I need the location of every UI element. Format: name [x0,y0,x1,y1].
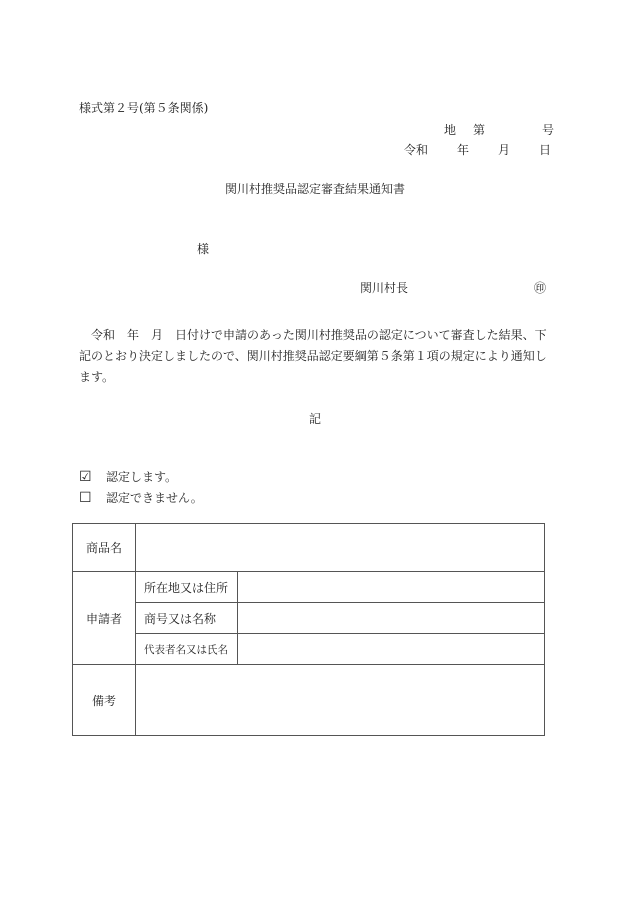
recipient-suffix: 様 [197,242,210,256]
representative-label: 代表者名又は氏名 [136,634,238,665]
table-row [73,572,545,603]
table-row [73,603,545,634]
notification-body [79,325,555,388]
document-title: 関川村推奨品認定審査結果通知書 [224,182,405,196]
trade-name-label: 商号又は名称 [136,603,238,634]
table-row [73,634,545,665]
ki-heading: 記 [308,412,321,426]
date-day: 日 [539,143,552,157]
remarks-label: 備考 [73,665,136,736]
address-field[interactable] [238,572,545,603]
product-name-label: 商品名 [73,524,136,572]
representative-field[interactable] [238,634,545,665]
sender-name: 関川村長 [360,281,409,295]
body-text: 令和 年 月 日付けで申請のあった関川村推奨品の認定について審査した結果、下記のとおり決定しましたので、関川村推奨品認定要綱第５条第１項の規定により通知します。 [79,328,547,384]
remarks-field[interactable] [136,665,545,736]
date-year: 年 [457,143,470,157]
option-approved-label: 認定します。 [106,470,178,484]
reference-number-line [444,121,554,138]
table-row [73,524,545,572]
option-rejected [79,489,203,506]
applicant-label: 申請者 [73,572,136,665]
date-line [404,141,551,158]
trade-name-field[interactable] [238,603,545,634]
form-number: 様式第２号(第５条関係) [79,101,209,115]
ref-go: 号 [542,123,555,137]
table-row [73,665,545,736]
date-era: 令和 [404,143,429,157]
option-approved [79,468,177,485]
ref-chi: 地 [444,123,457,137]
checkbox-checked-icon[interactable]: ☑ [79,469,92,485]
applicant-info-table [72,523,545,736]
ref-dai: 第 [473,123,486,137]
checkbox-empty-icon[interactable]: ☐ [79,490,92,506]
option-rejected-label: 認定できません。 [106,491,203,505]
seal-mark: ㊞ [534,281,547,295]
product-name-field[interactable] [136,524,545,572]
address-label: 所在地又は住所 [136,572,238,603]
date-month: 月 [498,143,511,157]
